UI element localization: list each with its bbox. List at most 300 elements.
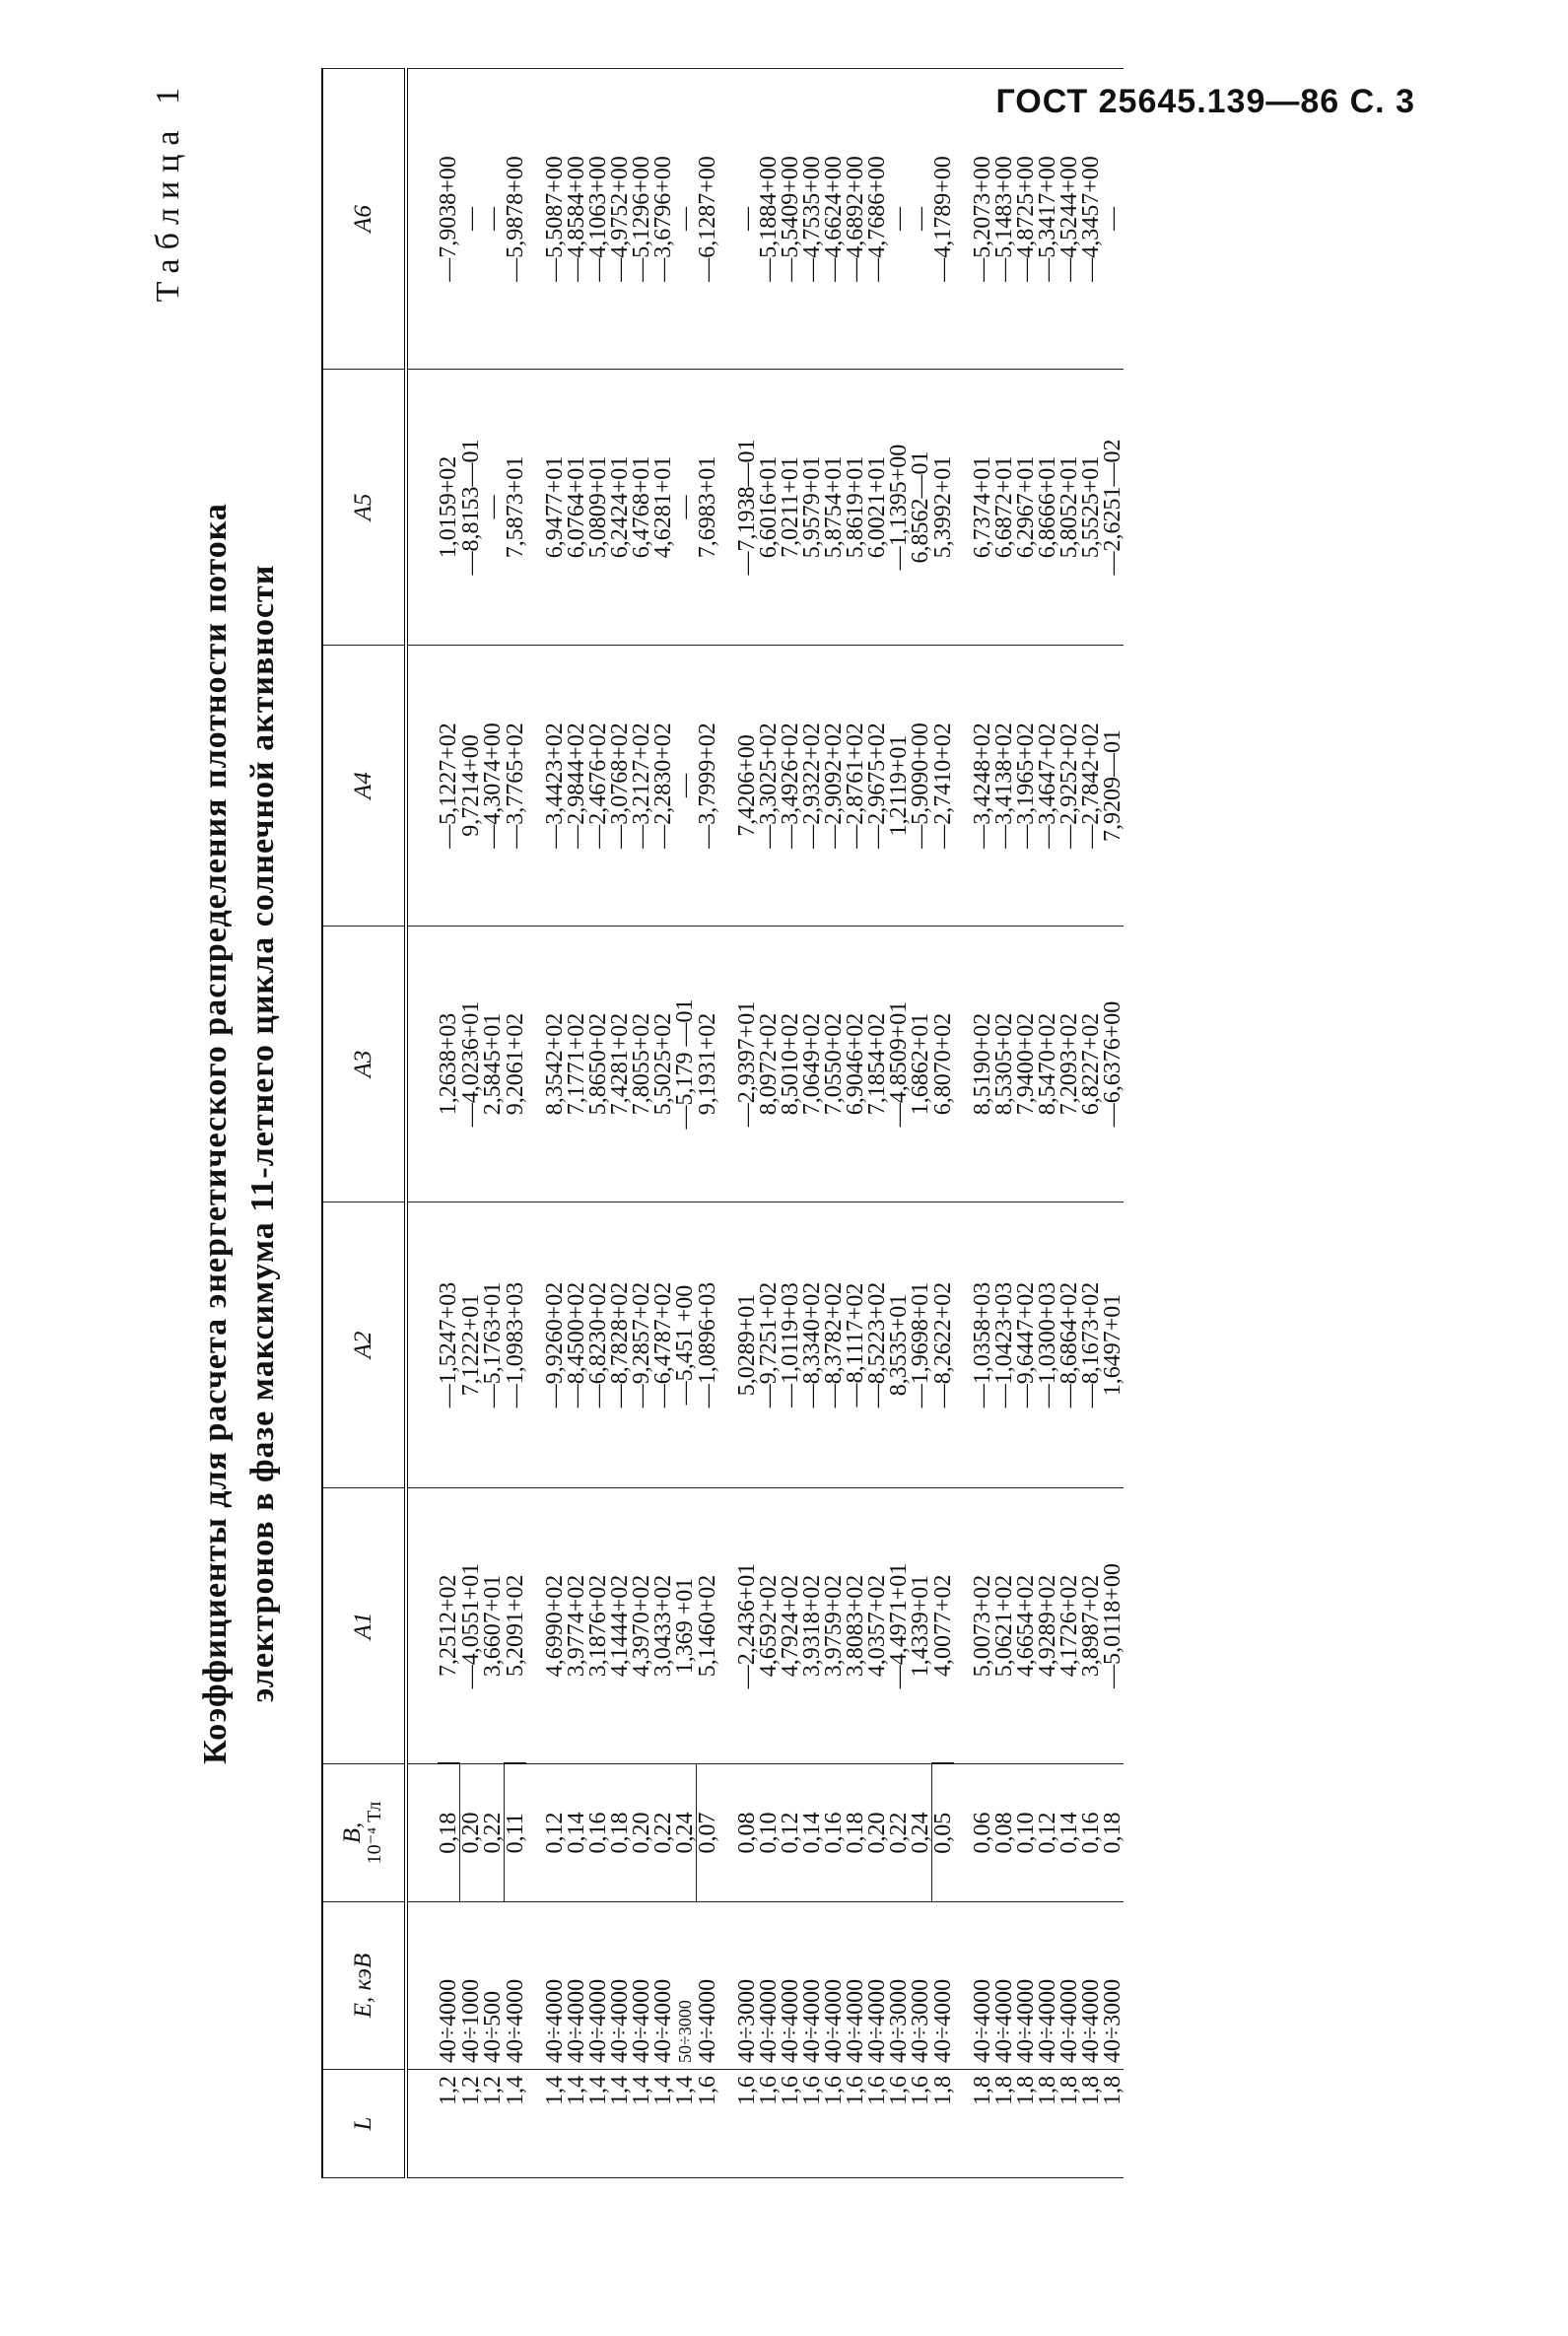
cell-a4: —2,9844+02 <box>566 646 587 927</box>
table-row <box>438 69 460 2178</box>
cell-a5: 4,6281+01 <box>652 370 674 646</box>
table-row <box>736 69 758 2178</box>
cell-a6: —5,3417+00 <box>1037 69 1058 370</box>
cell-a6: —5,5409+00 <box>780 69 801 370</box>
cell-e: 40÷4000 <box>652 1902 674 2070</box>
cell-a4: —2,9322+02 <box>801 646 823 927</box>
cell-b: 0,18 <box>609 1764 631 1902</box>
cell-a6: —4,1789+00 <box>932 69 955 370</box>
col-header-b-top: B, <box>339 1821 366 1844</box>
cell-a4: —2,7842+02 <box>1080 646 1102 927</box>
cell-a2: —9,2857+02 <box>631 1202 652 1488</box>
cell-a4: —3,4138+02 <box>993 646 1015 927</box>
cell-a3: 7,9400+02 <box>1015 927 1037 1202</box>
table-row <box>1080 69 1102 2178</box>
cell-a3: 9,2061+02 <box>505 927 527 1202</box>
cell-a2: —9,7251+02 <box>758 1202 780 1488</box>
cell-a3: 8,5190+02 <box>972 927 993 1202</box>
cell-a3: 6,9046+02 <box>845 927 866 1202</box>
cell-b: 0,12 <box>544 1764 566 1902</box>
table-row <box>674 69 697 2178</box>
cell-a4: —4,3074+00 <box>482 646 505 927</box>
cell-a2: —1,9698+01 <box>910 1202 932 1488</box>
cell-a4: 7,9209—01 <box>1102 646 1124 927</box>
table-caption-line-2: электронов в фазе максимума 11-летнего цикла солнечной активности <box>244 564 281 1703</box>
cell-a2: —8,5223+02 <box>866 1202 888 1488</box>
cell-a3: 7,2093+02 <box>1058 927 1080 1202</box>
cell-a5: 5,8754+01 <box>823 370 845 646</box>
cell-a5: —2,6251—02 <box>1102 370 1124 646</box>
table-row <box>993 69 1015 2178</box>
cell-l: 1,8 <box>932 2070 955 2178</box>
cell-a6: — <box>482 69 505 370</box>
cell-a4: —2,8761+02 <box>845 646 866 927</box>
cell-a6: —4,7535+00 <box>801 69 823 370</box>
cell-a6: —5,1296+00 <box>631 69 652 370</box>
cell-a1: 1,369 +01 <box>674 1488 697 1764</box>
cell-a2: 7,1222+01 <box>460 1202 483 1488</box>
cell-a2: 8,3535+01 <box>888 1202 910 1488</box>
cell-a2: —1,0358+03 <box>972 1202 993 1488</box>
cell-l: 1,6 <box>910 2070 932 2178</box>
table-row <box>801 69 823 2178</box>
cell-a3: 7,0649+02 <box>801 927 823 1202</box>
cell-a3: 8,3542+02 <box>544 927 566 1202</box>
cell-a4: —3,0768+02 <box>609 646 631 927</box>
cell-b: 0,12 <box>780 1764 801 1902</box>
cell-a4: —2,7410+02 <box>932 646 955 927</box>
cell-a4: —2,9252+02 <box>1058 646 1080 927</box>
cell-a6: —4,6624+00 <box>823 69 845 370</box>
cell-a3: —4,0236+01 <box>460 927 483 1202</box>
table-row <box>932 69 955 2178</box>
cell-a4: —3,3025+02 <box>758 646 780 927</box>
col-header-b <box>322 1764 406 1902</box>
cell-a5: 6,6872+01 <box>993 370 1015 646</box>
cell-e: 40÷4000 <box>1080 1902 1102 2070</box>
cell-l: 1,6 <box>736 2070 758 2178</box>
cell-a5: —8,8153—01 <box>460 370 483 646</box>
cell-e: 40÷4000 <box>972 1902 993 2070</box>
cell-e: 40÷4000 <box>438 1902 460 2070</box>
cell-a1: —4,4971+01 <box>888 1488 910 1764</box>
cell-a4: —3,2127+02 <box>631 646 652 927</box>
cell-a6: —5,1884+00 <box>758 69 780 370</box>
cell-a1: 4,3970+02 <box>631 1488 652 1764</box>
cell-e: 40÷3000 <box>910 1902 932 2070</box>
cell-a1: 3,6607+01 <box>482 1488 505 1764</box>
cell-a2: —6,8230+02 <box>587 1202 609 1488</box>
cell-l: 1,4 <box>631 2070 652 2178</box>
cell-l: 1,8 <box>993 2070 1015 2178</box>
cell-b: 0,22 <box>888 1764 910 1902</box>
cell-e: 40÷4000 <box>544 1902 566 2070</box>
cell-a2: —5,1763+01 <box>482 1202 505 1488</box>
table-row <box>1102 69 1124 2178</box>
cell-a1: 4,9289+02 <box>1037 1488 1058 1764</box>
col-header-e: E, кэВ <box>322 1902 406 2070</box>
cell-l: 1,6 <box>758 2070 780 2178</box>
cell-a5: —7,1938—01 <box>736 370 758 646</box>
cell-e: 40÷4000 <box>1037 1902 1058 2070</box>
cell-a2: —1,0983+03 <box>505 1202 527 1488</box>
cell-a4: —3,4926+02 <box>780 646 801 927</box>
coefficients-table <box>321 68 1124 2178</box>
cell-b: 0,10 <box>758 1764 780 1902</box>
cell-a4: 7,4206+00 <box>736 646 758 927</box>
cell-a2: —1,0423+03 <box>993 1202 1015 1488</box>
cell-a6: —4,8584+00 <box>566 69 587 370</box>
cell-a3: 6,8070+02 <box>932 927 955 1202</box>
table-row <box>823 69 845 2178</box>
cell-a3: 7,8055+02 <box>631 927 652 1202</box>
cell-l: 1,8 <box>972 2070 993 2178</box>
cell-a3: —5,179 —01 <box>674 927 697 1202</box>
cell-a2: —6,4787+02 <box>652 1202 674 1488</box>
cell-a1: 4,6990+02 <box>544 1488 566 1764</box>
cell-a6: —4,5244+00 <box>1058 69 1080 370</box>
cell-a1: 4,1444+02 <box>609 1488 631 1764</box>
col-header-a6: A6 <box>322 69 406 370</box>
table-caption-line-1: Коэффициенты для расчета энергетического распределения плотности потока <box>197 503 234 1764</box>
cell-a1: 1,4339+01 <box>910 1488 932 1764</box>
cell-a2: —8,6864+02 <box>1058 1202 1080 1488</box>
cell-b: 0,20 <box>460 1764 483 1902</box>
table-row <box>888 69 910 2178</box>
cell-b: 0,08 <box>736 1764 758 1902</box>
cell-a1: 3,1876+02 <box>587 1488 609 1764</box>
cell-l: 1,4 <box>566 2070 587 2178</box>
cell-a4: —3,7765+02 <box>505 646 527 927</box>
table-row <box>845 69 866 2178</box>
cell-a3: 7,4281+02 <box>609 927 631 1202</box>
cell-a2: —1,0300+03 <box>1037 1202 1058 1488</box>
cell-e: 40÷4000 <box>1058 1902 1080 2070</box>
cell-a6: — <box>910 69 932 370</box>
cell-l: 1,6 <box>801 2070 823 2178</box>
cell-b: 0,22 <box>652 1764 674 1902</box>
cell-b: 0,18 <box>438 1764 460 1902</box>
cell-a1: 5,0621+02 <box>993 1488 1015 1764</box>
cell-a1: —2,2436+01 <box>736 1488 758 1764</box>
cell-a4: —3,7999+02 <box>697 646 719 927</box>
cell-a5: 6,6016+01 <box>758 370 780 646</box>
col-header-l: L <box>322 2070 406 2178</box>
cell-a4: —2,4676+02 <box>587 646 609 927</box>
table-row <box>697 69 719 2178</box>
cell-a1: 3,0433+02 <box>652 1488 674 1764</box>
cell-a5: 6,0021+01 <box>866 370 888 646</box>
cell-a4: —2,2830+02 <box>652 646 674 927</box>
cell-a2: 1,6497+01 <box>1102 1202 1124 1488</box>
cell-l: 1,4 <box>544 2070 566 2178</box>
cell-l: 1,6 <box>823 2070 845 2178</box>
cell-a6: — <box>1102 69 1124 370</box>
cell-a2: —8,7828+02 <box>609 1202 631 1488</box>
cell-l: 1,8 <box>1058 2070 1080 2178</box>
cell-b: 0,07 <box>697 1764 719 1902</box>
cell-a1: 3,9318+02 <box>801 1488 823 1764</box>
cell-a1: 4,1726+02 <box>1058 1488 1080 1764</box>
cell-a5: 5,3992+01 <box>932 370 955 646</box>
cell-a1: —5,0118+00 <box>1102 1488 1124 1764</box>
cell-l: 1,6 <box>888 2070 910 2178</box>
col-header-a5: A5 <box>322 370 406 646</box>
cell-e: 40÷4000 <box>505 1902 527 2070</box>
cell-e: 40÷4000 <box>1015 1902 1037 2070</box>
cell-a4: —3,4423+02 <box>544 646 566 927</box>
cell-e: 40÷4000 <box>587 1902 609 2070</box>
cell-a5: 5,8619+01 <box>845 370 866 646</box>
cell-a6: —4,9752+00 <box>609 69 631 370</box>
cell-a4: —3,4647+02 <box>1037 646 1058 927</box>
document-header: ГОСТ 25645.139—86 С. 3 <box>995 83 1415 120</box>
cell-a5: 5,0809+01 <box>587 370 609 646</box>
cell-e: 40÷4000 <box>780 1902 801 2070</box>
cell-a3: 8,5470+02 <box>1037 927 1058 1202</box>
cell-a3: 5,8650+02 <box>587 927 609 1202</box>
cell-a5: 6,8666+01 <box>1037 370 1058 646</box>
cell-a6: —3,6796+00 <box>652 69 674 370</box>
table-row <box>566 69 587 2178</box>
cell-l: 1,2 <box>482 2070 505 2178</box>
cell-a1: 3,9774+02 <box>566 1488 587 1764</box>
cell-e: 40÷4000 <box>823 1902 845 2070</box>
cell-a5: 6,2967+01 <box>1015 370 1037 646</box>
cell-a6: — <box>460 69 483 370</box>
cell-a6: —4,3457+00 <box>1080 69 1102 370</box>
cell-a6: — <box>736 69 758 370</box>
col-header-a2: A2 <box>322 1202 406 1488</box>
cell-a5: 6,8562—01 <box>910 370 932 646</box>
cell-e: 40÷4000 <box>758 1902 780 2070</box>
cell-b: 0,14 <box>1058 1764 1080 1902</box>
cell-b: 0,06 <box>972 1764 993 1902</box>
cell-a3: 2,5845+01 <box>482 927 505 1202</box>
cell-a3: 8,0972+02 <box>758 927 780 1202</box>
table-row <box>1015 69 1037 2178</box>
cell-a6: —4,1063+00 <box>587 69 609 370</box>
table-label: Таблица 1 <box>150 79 186 303</box>
cell-a6: —7,9038+00 <box>438 69 460 370</box>
cell-a5: — <box>674 370 697 646</box>
cell-l: 1,8 <box>1015 2070 1037 2178</box>
cell-a4: — <box>674 646 697 927</box>
cell-e: 40÷4000 <box>866 1902 888 2070</box>
cell-b: 0,20 <box>631 1764 652 1902</box>
cell-a3: 7,0550+02 <box>823 927 845 1202</box>
cell-a1: 4,6654+02 <box>1015 1488 1037 1764</box>
cell-a2: —8,4500+02 <box>566 1202 587 1488</box>
cell-b: 0,20 <box>866 1764 888 1902</box>
cell-a6: —5,5087+00 <box>544 69 566 370</box>
cell-a3: —2,9397+01 <box>736 927 758 1202</box>
cell-a3: 7,1771+02 <box>566 927 587 1202</box>
cell-a5: 7,6983+01 <box>697 370 719 646</box>
table-row <box>780 69 801 2178</box>
cell-e: 40÷4000 <box>566 1902 587 2070</box>
cell-l: 1,6 <box>866 2070 888 2178</box>
cell-a2: —5,451 +00 <box>674 1202 697 1488</box>
cell-l: 1,4 <box>587 2070 609 2178</box>
cell-l: 1,4 <box>652 2070 674 2178</box>
cell-a2: —8,3782+02 <box>823 1202 845 1488</box>
col-header-a3: A3 <box>322 927 406 1202</box>
cell-a1: —4,0551+01 <box>460 1488 483 1764</box>
cell-b: 0,18 <box>845 1764 866 1902</box>
cell-a1: 5,2091+02 <box>505 1488 527 1764</box>
cell-b: 0,14 <box>801 1764 823 1902</box>
cell-a5: 7,5873+01 <box>505 370 527 646</box>
cell-a6: —4,7686+00 <box>866 69 888 370</box>
cell-b: 0,16 <box>1080 1764 1102 1902</box>
cell-a5: —1,1395+00 <box>888 370 910 646</box>
cell-b: 0,11 <box>505 1764 527 1902</box>
cell-a1: 5,0073+02 <box>972 1488 993 1764</box>
cell-a3: —4,8509+01 <box>888 927 910 1202</box>
cell-a5: 5,8052+01 <box>1058 370 1080 646</box>
cell-b: 0,16 <box>587 1764 609 1902</box>
cell-a1: 3,9759+02 <box>823 1488 845 1764</box>
cell-a6: —5,1483+00 <box>993 69 1015 370</box>
cell-a6: —4,8725+00 <box>1015 69 1037 370</box>
cell-a3: 1,2638+03 <box>438 927 460 1202</box>
cell-a6: —5,2073+00 <box>972 69 993 370</box>
cell-a3: 5,5025+02 <box>652 927 674 1202</box>
table-row <box>652 69 674 2178</box>
cell-l: 1,8 <box>1102 2070 1124 2178</box>
cell-a3: 7,1854+02 <box>866 927 888 1202</box>
table-row <box>460 69 483 2178</box>
cell-l: 1,8 <box>1080 2070 1102 2178</box>
cell-e: 40÷3000 <box>888 1902 910 2070</box>
table-row <box>1058 69 1080 2178</box>
col-header-b-bottom: 10⁻⁴ Тл <box>364 1801 385 1865</box>
cell-l: 1,6 <box>845 2070 866 2178</box>
cell-a5: 5,5525+01 <box>1080 370 1102 646</box>
cell-a4: —2,9675+02 <box>866 646 888 927</box>
table-row <box>482 69 505 2178</box>
cell-a6: — <box>888 69 910 370</box>
cell-l: 1,8 <box>1037 2070 1058 2178</box>
cell-a1: 4,0077+02 <box>932 1488 955 1764</box>
table-row <box>631 69 652 2178</box>
cell-a5: 6,7374+01 <box>972 370 993 646</box>
cell-a2: 5,0289+01 <box>736 1202 758 1488</box>
cell-b: 0,18 <box>1102 1764 1124 1902</box>
table-row <box>544 69 566 2178</box>
cell-a6: —6,1287+00 <box>697 69 719 370</box>
cell-e: 40÷4000 <box>993 1902 1015 2070</box>
cell-e: 40÷4000 <box>609 1902 631 2070</box>
cell-a2: —1,5247+03 <box>438 1202 460 1488</box>
cell-a2: —8,1673+02 <box>1080 1202 1102 1488</box>
cell-a5: — <box>482 370 505 646</box>
cell-a5: 6,4768+01 <box>631 370 652 646</box>
col-header-a4: A4 <box>322 646 406 927</box>
cell-a1: 4,7924+02 <box>780 1488 801 1764</box>
cell-a3: 1,6862+01 <box>910 927 932 1202</box>
cell-a5: 1,0159+02 <box>438 370 460 646</box>
cell-a5: 7,0211+01 <box>780 370 801 646</box>
cell-a5: 6,0764+01 <box>566 370 587 646</box>
cell-e: 40÷3000 <box>1102 1902 1124 2070</box>
cell-a6: —5,9878+00 <box>505 69 527 370</box>
cell-e: 40÷4000 <box>932 1902 955 2070</box>
cell-a6: —4,6892+00 <box>845 69 866 370</box>
table-row <box>1037 69 1058 2178</box>
cell-a4: —2,9092+02 <box>823 646 845 927</box>
cell-a6: — <box>674 69 697 370</box>
cell-a3: 8,5305+02 <box>993 927 1015 1202</box>
table-row <box>587 69 609 2178</box>
cell-a5: 5,9579+01 <box>801 370 823 646</box>
cell-a5: 6,9477+01 <box>544 370 566 646</box>
cell-l: 1,6 <box>697 2070 719 2178</box>
cell-a4: —3,4248+02 <box>972 646 993 927</box>
table-row <box>866 69 888 2178</box>
cell-a2: —8,3340+02 <box>801 1202 823 1488</box>
cell-l: 1,4 <box>505 2070 527 2178</box>
cell-a5: 6,2424+01 <box>609 370 631 646</box>
cell-e: 40÷3000 <box>736 1902 758 2070</box>
cell-b: 0,24 <box>910 1764 932 1902</box>
cell-e: 40÷500 <box>482 1902 505 2070</box>
cell-a1: 7,2512+02 <box>438 1488 460 1764</box>
table-row <box>505 69 527 2178</box>
cell-a3: 8,5010+02 <box>780 927 801 1202</box>
cell-b: 0,22 <box>482 1764 505 1902</box>
cell-l: 1,2 <box>460 2070 483 2178</box>
cell-a4: 1,2119+01 <box>888 646 910 927</box>
table-row <box>758 69 780 2178</box>
cell-l: 1,6 <box>780 2070 801 2178</box>
cell-a2: —8,1117+02 <box>845 1202 866 1488</box>
cell-e: 40÷4000 <box>801 1902 823 2070</box>
cell-a4: —5,9090+00 <box>910 646 932 927</box>
cell-a2: —9,6447+02 <box>1015 1202 1037 1488</box>
cell-l: 1,2 <box>438 2070 460 2178</box>
table-row <box>609 69 631 2178</box>
cell-l: 1,4 <box>609 2070 631 2178</box>
cell-b: 0,08 <box>993 1764 1015 1902</box>
cell-a4: —3,1965+02 <box>1015 646 1037 927</box>
cell-e: 40÷4000 <box>631 1902 652 2070</box>
cell-a1: 3,8083+02 <box>845 1488 866 1764</box>
cell-a3: 9,1931+02 <box>697 927 719 1202</box>
cell-a4: 9,7214+00 <box>460 646 483 927</box>
cell-a1: 4,6592+02 <box>758 1488 780 1764</box>
cell-a1: 5,1460+02 <box>697 1488 719 1764</box>
table-row <box>972 69 993 2178</box>
cell-a2: —1,0896+03 <box>697 1202 719 1488</box>
cell-b: 0,05 <box>932 1764 955 1902</box>
cell-a1: 3,8987+02 <box>1080 1488 1102 1764</box>
cell-b: 0,10 <box>1015 1764 1037 1902</box>
cell-a2: —1,0119+03 <box>780 1202 801 1488</box>
cell-e: 50÷3000 <box>674 1902 697 2070</box>
cell-b: 0,14 <box>566 1764 587 1902</box>
cell-b: 0,12 <box>1037 1764 1058 1902</box>
cell-a3: 6,8227+02 <box>1080 927 1102 1202</box>
cell-e: 40÷4000 <box>697 1902 719 2070</box>
rotated-table-page <box>148 59 1380 2208</box>
cell-a4: —5,1227+02 <box>438 646 460 927</box>
cell-l: 1,4 <box>674 2070 697 2178</box>
cell-a2: —8,2622+02 <box>932 1202 955 1488</box>
header-row <box>322 69 406 2178</box>
cell-a1: 4,0357+02 <box>866 1488 888 1764</box>
